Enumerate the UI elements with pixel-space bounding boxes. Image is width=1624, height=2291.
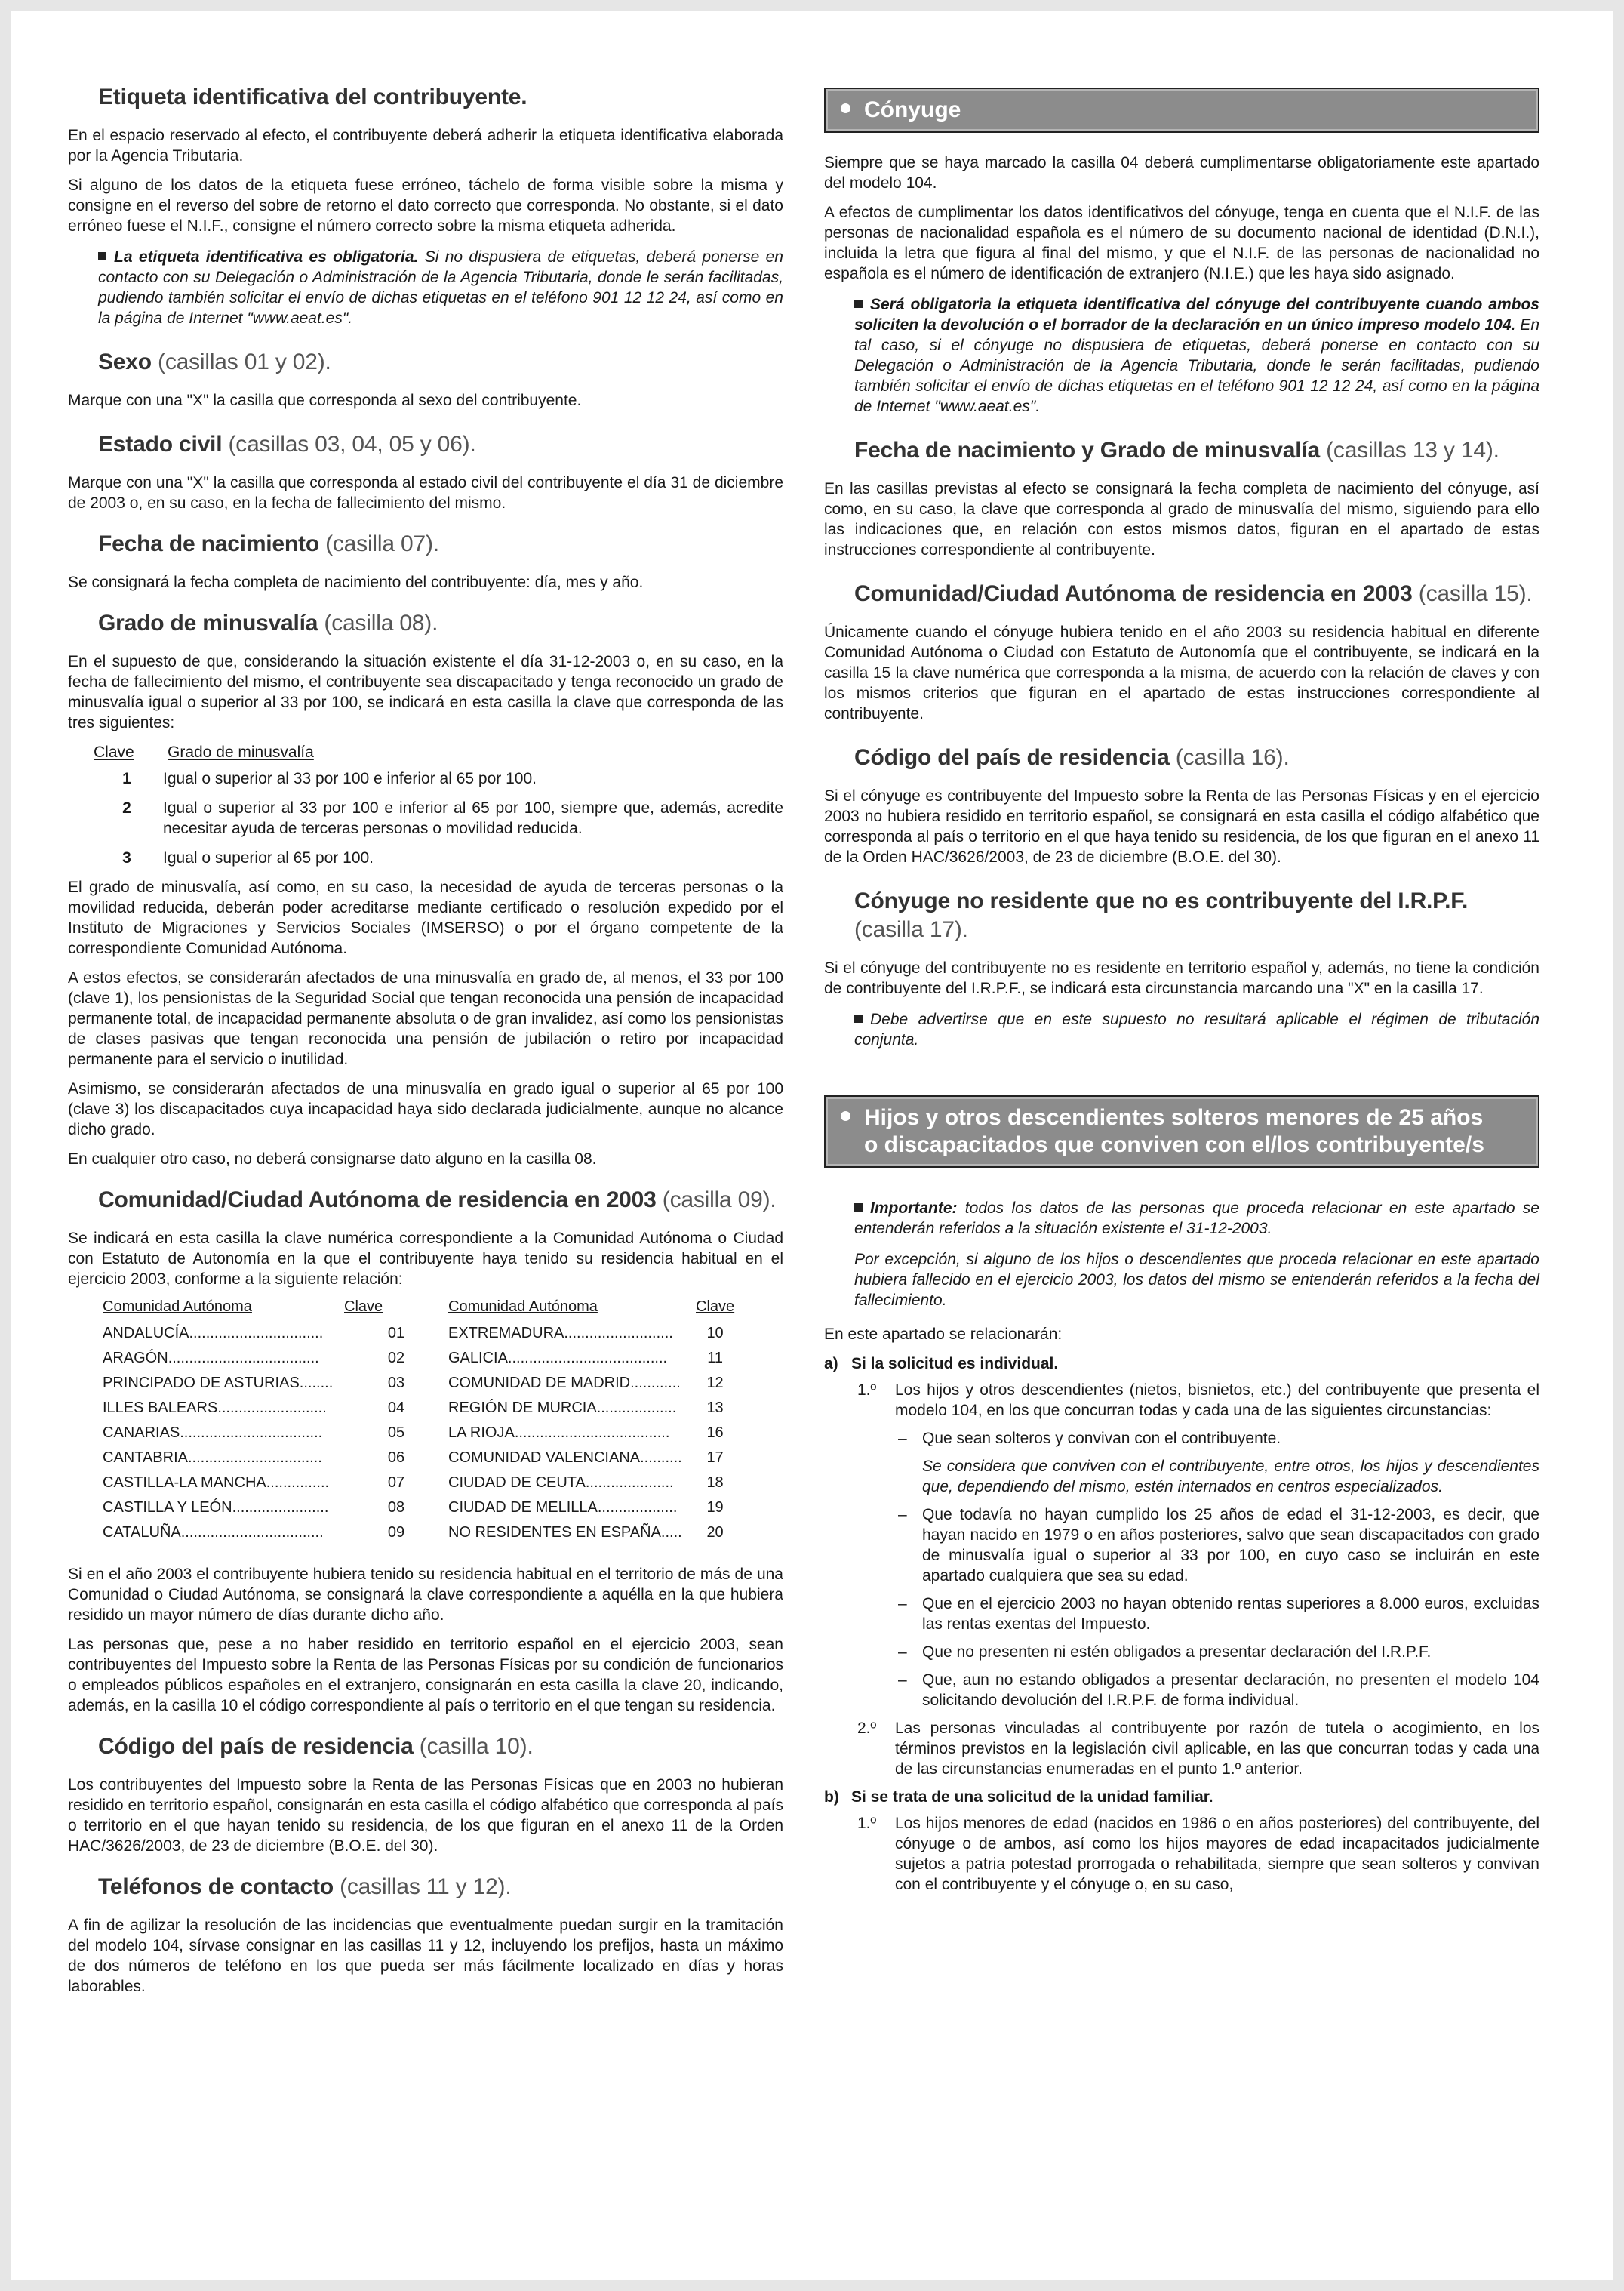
conyuge-p1: Siempre que se haya marcado la casilla 04 deberá cumplimentarse obligatoriamente este apartado del modelo 104. [824, 154, 1539, 192]
ccaa-row [103, 1400, 734, 1424]
ccaa-row [103, 1499, 734, 1524]
dash-item-4: – Que no presenten ni estén obligados a presentar declaración del I.R.P.F. [898, 1643, 1432, 1661]
ccaa-name: ANDALUCÍA................................ [103, 1325, 324, 1341]
ccaa-name: ILLES BALEARS.......................... [103, 1400, 327, 1416]
dot-leader: ....................... [232, 1499, 329, 1516]
etiqueta-p2: Si alguno de los datos de la etiqueta fuese erróneo, táchelo de forma visible sobre la misma y consigne en el reverso del sobre de retorno el dato correcto que corresponda. No obstante, si el dato erróneo fuese el N.I.F., consigne el número correcto sobre la misma etiqueta adherida. [68, 177, 783, 235]
dot-leader: ..................... [585, 1474, 674, 1491]
ccaa-row [103, 1524, 734, 1549]
heading-fecha-grado: Fecha de nacimiento y Grado de minusvalía (casillas 13 y 14). [854, 438, 1499, 463]
item-a2: 2.º Las personas vinculadas al contribuyente por razón de tutela o acogimiento, en los términos previstos en la legislación civil aplicable, en las que concurran todas y cada una de las circunstancias enumeradas en el punto 1.º anterior. [857, 1720, 1539, 1778]
ccaa-name: ARAGÓN.................................... [103, 1350, 319, 1366]
round-bullet-icon [841, 103, 850, 113]
ccaa-table [103, 1298, 734, 1549]
clave-text: Igual o superior al 33 por 100 e inferior al 65 por 100, siempre que, además, acredite necesitar ayuda de terceras personas o movilidad reducida. [163, 799, 783, 837]
dot-leader: ..................................... [514, 1424, 670, 1441]
dot-leader: .......................... [564, 1325, 673, 1341]
square-bullet-icon [854, 1203, 863, 1212]
dot-leader: ................... [597, 1499, 678, 1516]
square-bullet-icon [854, 300, 863, 308]
ccaa-p1: Se indicará en esta casilla la clave numérica correspondiente a la Comunidad Autónoma o Ciudad con Estatuto de Autonomía en la que el contribuyente haya tenido su residencia habitual en el ejercicio 2003, conforme a la siguiente relación: [68, 1230, 783, 1288]
subheading-a: a) Si la solicitud es individual. [824, 1355, 1059, 1372]
heading-telefonos: Teléfonos de contacto (casillas 11 y 12). [98, 1874, 512, 1899]
heading-etiqueta: Etiqueta identificativa del contribuyente. [98, 85, 527, 109]
ccaa-row [103, 1325, 734, 1350]
heading-fecha-nacimiento: Fecha de nacimiento (casilla 07). [98, 531, 439, 556]
ccaa-code: 16 [706, 1424, 724, 1441]
ccaa-name: CIUDAD DE CEUTA..................... [448, 1474, 674, 1491]
dot-leader: ................................ [187, 1449, 322, 1466]
th-clave: Clave [344, 1298, 383, 1315]
th-clave-2: Clave [696, 1298, 735, 1315]
conyuge-section-box: Cónyuge [824, 88, 1539, 133]
ccaa-row [103, 1424, 734, 1449]
ccaa-row [103, 1449, 734, 1474]
fecha-nacimiento-p1: Se consignará la fecha completa de nacimiento del contribuyente: día, mes y año. [68, 574, 644, 591]
ccaa-code: 19 [706, 1499, 724, 1516]
right-column [824, 11, 1539, 1902]
clave-text: Igual o superior al 33 por 100 e inferior al 65 por 100. [163, 770, 537, 787]
fecha-grado-p1: En las casillas previstas al efecto se consignará la fecha completa de nacimiento del cónyuge, así como, en su caso, la clave que corresponda al grado de minusvalía del mismo, siguiendo para ello las indicaciones que, en relación con estos mismos datos, figuran en el apartado de estas instrucciones correspondiente al contribuyente. [824, 480, 1539, 559]
heading-estado-civil: Estado civil (casillas 03, 04, 05 y 06). [98, 432, 476, 457]
dash-item-1: – Que sean solteros y convivan con el contribuyente. [898, 1430, 1281, 1447]
ccaa-code: 04 [387, 1400, 405, 1416]
telefonos-p1: A fin de agilizar la resolución de las incidencias que eventualmente puedan surgir en la tramitación del modelo 104, sírvase consignar en las casillas 11 y 12, incluyendo los prefijos, hasta un máximo de dos números de teléfono en los que pueda ser más fácilmente localizado en días y horas laborables. [68, 1917, 783, 1995]
dot-leader: ................................ [189, 1325, 324, 1341]
heading-pais-conyuge: Código del país de residencia (casilla 16). [854, 745, 1290, 770]
dot-leader: .................................. [180, 1524, 324, 1541]
no-residente-note: Debe advertirse que en este supuesto no resultará aplicable el régimen de tributación conjunta. [854, 1011, 1539, 1049]
clave-number: 3 [122, 849, 131, 867]
th-comunidad-2: Comunidad Autónoma [448, 1298, 598, 1315]
hijos-section-box: Hijos y otros descendientes solteros menores de 25 años o discapacitados que conviven con el/los contribuyente/s [824, 1095, 1539, 1168]
ccaa-name: CANARIAS.................................. [103, 1424, 323, 1441]
ccaa-name: REGIÓN DE MURCIA................... [448, 1400, 677, 1416]
clave-number: 1 [122, 770, 131, 787]
clave-text: Igual o superior al 65 por 100. [163, 849, 374, 867]
sexo-p1: Marque con una "X" la casilla que corresponda al sexo del contribuyente. [68, 392, 582, 409]
pais-conyuge-p1: Si el cónyuge es contribuyente del Impuesto sobre la Renta de las Personas Físicas y en el ejercicio 2003 no hubiera residido en territorio español, se consignará en esta casilla el código alfabético que corresponda al país o territorio en el que haya tenido su residencia, de los que figuran en el anexo 11 de la Orden HAC/3626/2003, de 23 de diciembre (B.O.E. del 30). [824, 787, 1539, 866]
ccaa-name: CASTILLA-LA MANCHA............... [103, 1474, 330, 1491]
minusvalia-table [68, 768, 783, 868]
ccaa-code: 18 [706, 1474, 724, 1491]
ccaa-code: 13 [706, 1400, 724, 1416]
minusvalia-row [68, 798, 783, 839]
heading-minusvalia: Grado de minusvalía (casilla 08). [98, 611, 438, 636]
ccaa-code: 02 [387, 1350, 405, 1366]
left-column [68, 11, 783, 2006]
square-bullet-icon [98, 252, 106, 260]
dot-leader: .......................... [217, 1400, 327, 1416]
ccaa-name: COMUNIDAD DE MADRID............ [448, 1375, 681, 1391]
hijos-intro: En este apartado se relacionarán: [824, 1326, 1063, 1343]
minusvalia-p4: Asimismo, se considerarán afectados de una minusvalía en grado igual o superior al 65 por 100 (clave 3) los discapacitados cuya incapacidad haya sido declarada judicialmente, aunque no alcance dicho grado. [68, 1080, 783, 1138]
page [11, 11, 1613, 2280]
ccaa-row [103, 1350, 734, 1375]
ccaa-p3: Las personas que, pese a no haber residido en territorio español en el ejercicio 2003, sean contribuyentes del Impuesto sobre la Renta de las Personas Físicas por su condición de funcionarios o empleados públicos españoles en el extranjero, consignarán en esta casilla la clave 20, indicando, además, en la casilla 10 el código correspondiente al país o territorio en el que tengan su residencia. [68, 1636, 783, 1714]
ccaa-code: 08 [387, 1499, 405, 1516]
minusvalia-row [68, 768, 783, 789]
subheading-b: b) Si se trata de una solicitud de la unidad familiar. [824, 1788, 1213, 1806]
dot-leader: ........ [299, 1375, 334, 1391]
ccaa-code: 05 [387, 1424, 405, 1441]
ccaa-name: CATALUÑA.................................. [103, 1524, 324, 1541]
ccaa-name: PRINCIPADO DE ASTURIAS........ [103, 1375, 334, 1391]
no-residente-p1: Si el cónyuge del contribuyente no es residente en territorio español y, además, no tiene la condición de contribuyente del I.R.P.F., se indicará esta circunstancia marcando una "X" en la casilla 17. [824, 959, 1539, 997]
dash-item-1-note: Se considera que conviven con el contribuyente, entre otros, los hijos y descendientes que, dependiendo del mismo, estén internados en centros especializados. [922, 1458, 1539, 1495]
dot-leader: ...................................... [507, 1350, 668, 1366]
ccaa-conyuge-p1: Únicamente cuando el cónyuge hubiera tenido en el año 2003 su residencia habitual en diferente Comunidad Autónoma o Ciudad con Estatuto de Autonomía que el contribuyente, se indicará en la casilla 15 la clave numérica que corresponda a la misma, de acuerdo con la relación de claves y con los mismos criterios que figuran en el apartado de estas instrucciones correspondiente al contribuyente. [824, 624, 1539, 722]
dot-leader: .................................. [180, 1424, 323, 1441]
ccaa-code: 01 [387, 1325, 405, 1341]
minusvalia-table-header: Clave Grado de minusvalía [94, 744, 314, 761]
heading-ccaa-conyuge: Comunidad/Ciudad Autónoma de residencia en 2003 (casilla 15). [854, 581, 1533, 606]
item-b1: 1.º Los hijos menores de edad (nacidos en 1986 o en años posteriores) del contribuyente, del cónyuge o de ambos, así como los hijos mayores de edad incapacitados judicialmente sujetos a patria potestad prorrogada o rehabilitada, siempre que sean solteros y convivan con el contribuyente y el cónyuge o, en su caso, [857, 1815, 1539, 1893]
heading-sexo: Sexo (casillas 01 y 02). [98, 350, 331, 374]
minusvalia-p5: En cualquier otro caso, no deberá consignarse dato alguno en la casilla 08. [68, 1150, 597, 1168]
ccaa-code: 03 [387, 1375, 405, 1391]
conyuge-p2: A efectos de cumplimentar los datos identificativos del cónyuge, tenga en cuenta que el N.I.F. de las personas de nacionalidad española es el número de su documento nacional de identidad (D.N.I.), incluida la letra que figura al final del mismo, y que el N.I.F. de las personas de nacionalidad no española es el número de identificación de extranjero (N.I.E.) que les haya sido asignado. [824, 204, 1539, 282]
etiqueta-note: La etiqueta identificativa es obligatoria. Si no dispusiera de etiquetas, deberá ponerse en contacto con su Delegación o Administración de la Agencia Tributaria, donde le serán facilitadas, pudiendo también solicitar el envío de dichas etiquetas en el teléfono 901 12 12 24, así como en la página de Internet "www.aeat.es". [98, 248, 783, 327]
dot-leader: ..... [660, 1524, 682, 1541]
minusvalia-p2: El grado de minusvalía, así como, en su caso, la necesidad de ayuda de terceras personas o la movilidad reducida, deberán poder acreditarse mediante certificado o resolución expedido por el Instituto de Migraciones y Servicios Sociales (IMSERSO) o por el órgano competente de la correspondiente Comunidad Autónoma. [68, 879, 783, 957]
estado-civil-p1: Marque con una "X" la casilla que corresponda al estado civil del contribuyente el día 31 de diciembre de 2003 o, en su caso, en la fecha de fallecimiento del mismo. [68, 474, 783, 512]
ccaa-code: 11 [707, 1350, 723, 1366]
conyuge-note: Será obligatoria la etiqueta identificativa del cónyuge del contribuyente cuando ambos soliciten la devolución o el borrador de la declaración en un único impreso modelo 104. En tal caso, si el cónyuge no dispusiera de etiquetas, deberá ponerse en contacto con su Delegación o Administración de la Agencia Tributaria, donde le serán facilitadas, pudiendo también solicitar el envío de dichas etiquetas en el teléfono 901 12 12 24, así como en la página de Internet "www.aeat.es". [854, 296, 1539, 415]
etiqueta-p1: En el espacio reservado al efecto, el contribuyente deberá adherir la etiqueta identificativa elaborada por la Agencia Tributaria. [68, 127, 783, 165]
hijos-note2: Por excepción, si alguno de los hijos o descendientes que proceda relacionar en este apartado hubiera fallecido en el ejercicio 2003, los datos del mismo se entenderán referidos a la fecha del fallecimiento. [854, 1251, 1539, 1309]
item-a1: 1.º Los hijos y otros descendientes (nietos, bisnietos, etc.) del contribuyente que presenta el modelo 104, en los que concurran todas y cada una de las siguientes circunstancias: [857, 1381, 1539, 1419]
th-comunidad: Comunidad Autónoma [103, 1298, 252, 1315]
ccaa-code: 20 [706, 1524, 724, 1541]
ccaa-name: LA RIOJA..................................... [448, 1424, 670, 1441]
dot-leader: .................................... [168, 1350, 319, 1366]
heading-pais: Código del país de residencia (casilla 10). [98, 1734, 534, 1759]
dot-leader: ................... [596, 1400, 677, 1416]
ccaa-p2: Si en el año 2003 el contribuyente hubiera tenido su residencia habitual en el territorio de más de una Comunidad o Ciudad Autónoma, se consignará la clave correspondiente a aquélla en la que hubiera residido un mayor número de días durante dicho año. [68, 1566, 783, 1624]
ccaa-name: CASTILLA Y LEÓN....................... [103, 1499, 329, 1516]
ccaa-code: 10 [706, 1325, 724, 1341]
hijos-note: Importante: todos los datos de las personas que proceda relacionar en este apartado se entenderán referidos a la situación existente el 31-12-2003. [854, 1199, 1539, 1237]
clave-number: 2 [122, 799, 131, 817]
ccaa-code: 07 [387, 1474, 405, 1491]
minusvalia-row [68, 848, 783, 868]
ccaa-row [103, 1375, 734, 1400]
dash-item-5: – Que, aun no estando obligados a presentar declaración, no presenten el modelo 104 solicitando devolución del I.R.P.F. de forma individual. [898, 1671, 1539, 1709]
ccaa-name: NO RESIDENTES EN ESPAÑA..... [448, 1524, 682, 1541]
ccaa-code: 17 [706, 1449, 724, 1466]
round-bullet-icon [841, 1111, 850, 1121]
dot-leader: .......... [640, 1449, 682, 1466]
dash-item-2: – Que todavía no hayan cumplido los 25 años de edad el 31-12-2003, es decir, que hayan nacido en 1979 o en años posteriores, salvo que sean discapacitados con grado de minusvalía igual o superior al 33 por 100, en cuyo caso se incluirán en este apartado cualquiera que sea su edad. [898, 1506, 1539, 1584]
ccaa-name: COMUNIDAD VALENCIANA.......... [448, 1449, 682, 1466]
ccaa-name: CIUDAD DE MELILLA................... [448, 1499, 678, 1516]
ccaa-code: 06 [387, 1449, 405, 1466]
ccaa-name: EXTREMADURA.......................... [448, 1325, 673, 1341]
minusvalia-p1: En el supuesto de que, considerando la situación existente el día 31-12-2003 o, en su caso, en la fecha de fallecimiento del mismo, el contribuyente sea discapacitado y tenga reconocido un grado de minusvalía igual o superior al 33 por 100, se indicará en esta casilla la clave que corresponda de las tres siguientes: [68, 653, 783, 731]
pais-p1: Los contribuyentes del Impuesto sobre la Renta de las Personas Físicas que en 2003 no hubieran residido en territorio español, consignarán en esta casilla el código alfabético que corresponda al país o territorio en el que hayan tenido su residencia, de los que figuran en el anexo 11 de la Orden HAC/3626/2003, de 23 de diciembre (B.O.E. del 30). [68, 1776, 783, 1855]
ccaa-row [103, 1474, 734, 1499]
heading-ccaa: Comunidad/Ciudad Autónoma de residencia en 2003 (casilla 09). [98, 1187, 777, 1212]
square-bullet-icon [854, 1015, 863, 1023]
heading-no-residente: Cónyuge no residente que no es contribuyente del I.R.P.F. (casilla 17). [854, 888, 1469, 942]
ccaa-code: 09 [387, 1524, 405, 1541]
minusvalia-p3: A estos efectos, se considerarán afectados de una minusvalía en grado de, al menos, el 33 por 100 (clave 1), los pensionistas de la Seguridad Social que tengan reconocida una pensión de incapacidad permanente total, de incapacidad permanente absoluta o de gran invalidez, así como los pensionistas de clases pasivas que tengan reconocida una pensión de jubilación o retiro por incapacidad permanente para el servicio o inutilidad. [68, 969, 783, 1068]
dash-item-3: – Que en el ejercicio 2003 no hayan obtenido rentas superiores a 8.000 euros, excluidas las rentas exentas del Impuesto. [898, 1595, 1539, 1633]
ccaa-name: GALICIA...................................... [448, 1350, 668, 1366]
ccaa-name: CANTABRIA................................ [103, 1449, 322, 1466]
dot-leader: ............... [266, 1474, 330, 1491]
ccaa-code: 12 [706, 1375, 724, 1391]
dot-leader: ............ [630, 1375, 681, 1391]
